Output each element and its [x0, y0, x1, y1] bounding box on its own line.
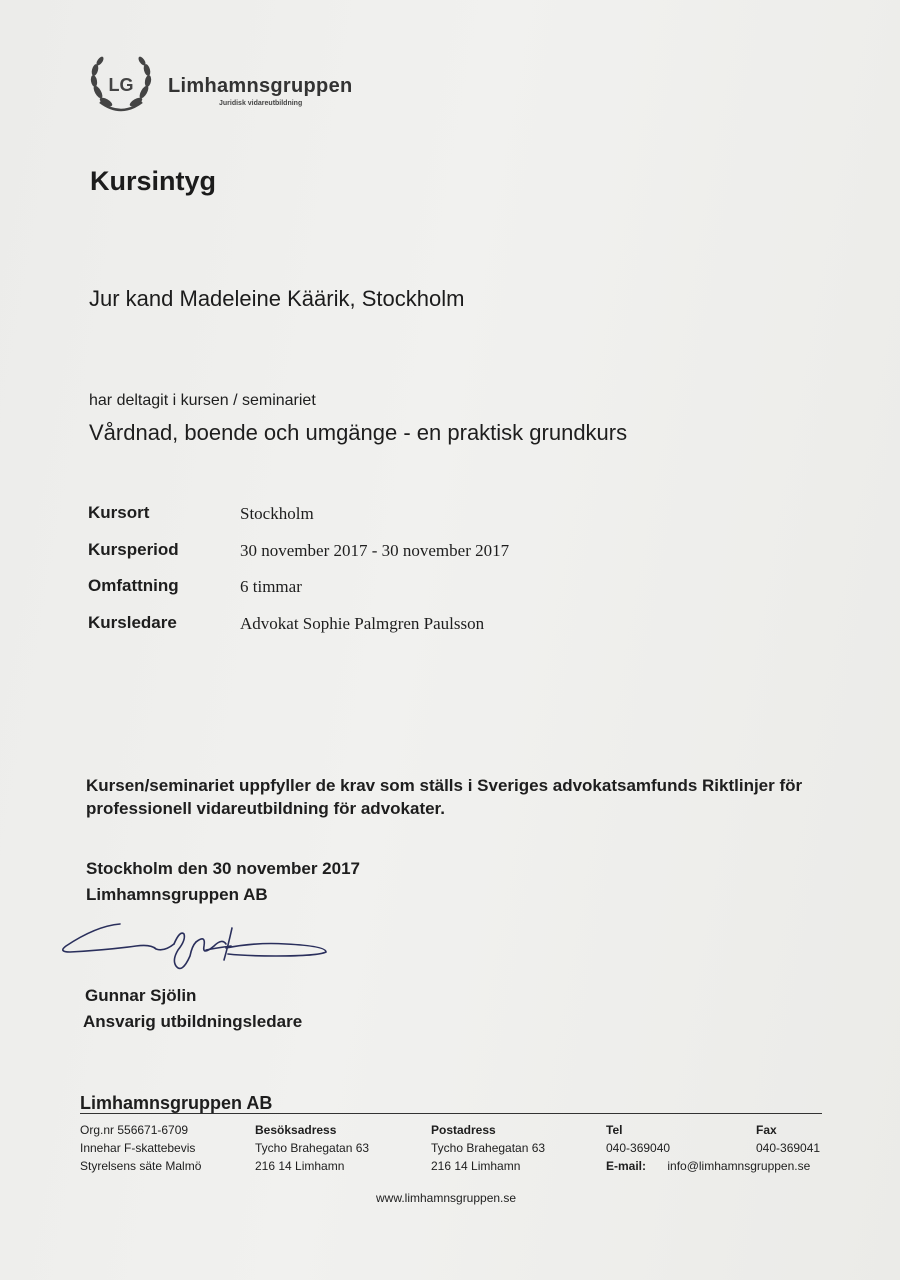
place-and-date: Stockholm den 30 november 2017 [86, 859, 360, 878]
detail-row-kursperiod [88, 540, 608, 564]
footer-email-link[interactable]: info@limhamnsgruppen.se [667, 1159, 811, 1173]
detail-row-kursledare [88, 613, 608, 637]
footer-address-line: 216 14 Limhamn [431, 1159, 521, 1173]
detail-row-kursort [88, 503, 608, 527]
footer-heading: Tel [606, 1123, 623, 1137]
footer-website-link[interactable]: www.limhamnsgruppen.se [376, 1191, 517, 1205]
detail-row-omfattning [88, 576, 608, 600]
footer-company-name: Limhamnsgruppen AB [80, 1093, 273, 1113]
footer-heading: Fax [756, 1123, 777, 1137]
footer-org-line: Styrelsens säte Malmö [80, 1159, 202, 1173]
issuing-organization: Limhamnsgruppen AB [86, 885, 268, 904]
document-title: Kursintyg [90, 166, 217, 196]
footer-address-line: Tycho Brahegatan 63 [431, 1141, 546, 1155]
footer-org-line: Innehar F-skattebevis [80, 1141, 196, 1155]
recipient-name: Jur kand Madeleine Käärik, Stockholm [89, 286, 465, 311]
footer-visit-address [255, 1121, 369, 1175]
detail-value: 30 november 2017 - 30 november 2017 [240, 541, 510, 560]
handwritten-signature [56, 916, 346, 976]
footer-heading: Postadress [431, 1123, 496, 1137]
logo-name: Limhamnsgruppen [168, 75, 353, 97]
detail-label: Kursperiod [88, 540, 179, 559]
footer-address-line: Tycho Brahegatan 63 [255, 1141, 370, 1155]
logo-tagline: Juridisk vidareutbildning [219, 100, 303, 107]
footer-address-line: 216 14 Limhamn [255, 1159, 345, 1173]
footer-heading: Besöksadress [255, 1123, 337, 1137]
detail-label: Kursledare [88, 613, 177, 632]
footer-post-address [431, 1121, 545, 1175]
signer-name: Gunnar Sjölin [85, 986, 197, 1005]
detail-label: Kursort [88, 503, 150, 522]
detail-value: Stockholm [240, 504, 314, 523]
course-name: Vårdnad, boende och umgänge - en praktisk grundkurs [89, 420, 628, 445]
footer-tel-value: 040-369040 [606, 1141, 671, 1155]
footer-email-label: E-mail: [606, 1159, 647, 1173]
detail-value: 6 timmar [240, 577, 302, 596]
laurel-wreath-icon [86, 52, 166, 118]
footer-org-info [80, 1121, 201, 1175]
detail-value: Advokat Sophie Palmgren Paulsson [240, 614, 485, 633]
attendance-intro: har deltagit i kursen / seminariet [89, 392, 316, 409]
logo-monogram: LG [108, 75, 134, 95]
footer-divider [80, 1113, 822, 1114]
detail-label: Omfattning [88, 576, 179, 595]
footer-fax [756, 1121, 820, 1157]
footer-org-line: Org.nr 556671-6709 [80, 1123, 189, 1137]
signer-title: Ansvarig utbildningsledare [83, 1012, 303, 1031]
accreditation-statement: Kursen/seminariet uppfyller de krav som ställs i Sveriges advokatsamfunds Riktlinjer för professionell vidareutbildning för advokater. [86, 776, 803, 818]
company-logo [86, 52, 376, 118]
footer-fax-value: 040-369041 [756, 1141, 821, 1155]
